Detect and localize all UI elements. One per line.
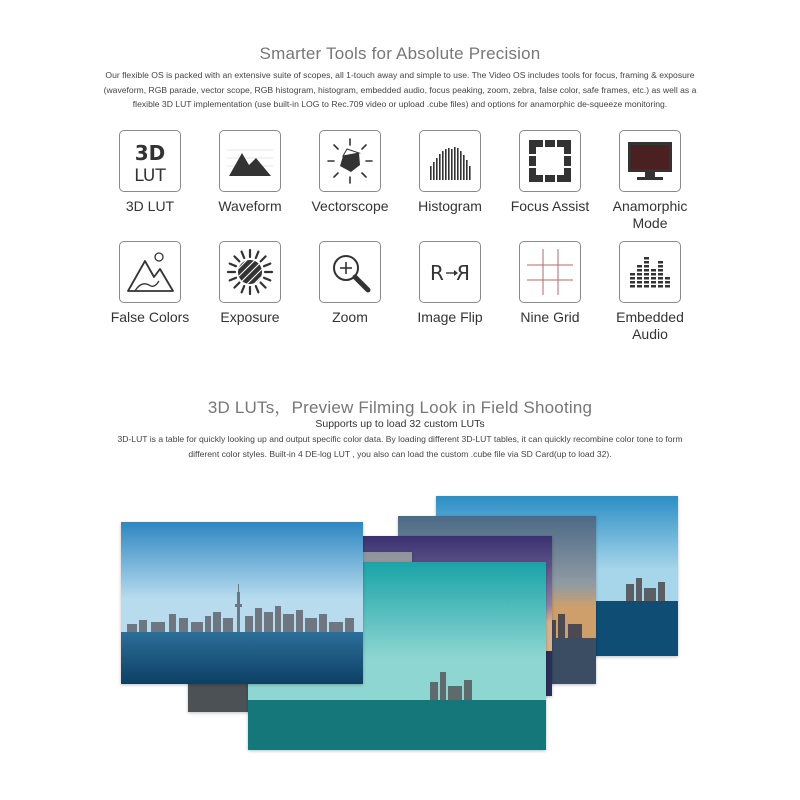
section-title-tools: Smarter Tools for Absolute Precision: [259, 44, 541, 63]
tools-description-line: flexible 3D LUT implementation (use built-in LOG to Rec.709 video or upload .cube files) and options for anamorphic de-squeeze monitoring.: [132, 99, 668, 109]
tool-nine-grid: [500, 241, 600, 326]
image-flip-icon: [425, 247, 475, 297]
tool-histogram: [400, 130, 500, 215]
tool-label: Vectorscope: [311, 198, 389, 214]
false-colors-icon: [125, 247, 175, 297]
vectorscope-icon: [325, 136, 375, 186]
tool-exposure: [200, 241, 300, 326]
embedded-audio-icon: [625, 247, 675, 297]
luts-subtitle: Supports up to load 32 custom LUTs: [315, 418, 485, 430]
focus-assist-icon: [525, 136, 575, 186]
luts-description: [70, 432, 730, 461]
nine-grid-icon: [525, 247, 575, 297]
luts-description-line: 3D-LUT is a table for quickly looking up and output specific color data. By loading different 3D-LUT tables, it can quickly recombine color tone to form: [117, 434, 683, 444]
tool-label: Exposure: [220, 309, 280, 325]
tool-label: Focus Assist: [510, 198, 590, 214]
tool-3d-lut: [100, 130, 200, 215]
luts-description-line: different color styles. Built-in 4 DE-log LUT , you also can load the custom .cube file via SD Card(up to load 32).: [188, 448, 612, 459]
tool-label: Image Flip: [417, 309, 483, 325]
3d-lut-icon: [125, 136, 175, 186]
waveform-icon: [225, 136, 275, 186]
tool-image-flip: [400, 241, 500, 326]
tool-3d-lut-box: [119, 130, 181, 192]
tool-waveform: [200, 130, 300, 215]
image-flip-icon-letter: R: [430, 261, 444, 285]
tools-description-line: Our flexible OS is packed with an extensive suite of scopes, all 1-touch away and simple to use. The Video OS includes tools for focus, framing & exposure: [105, 70, 695, 80]
exposure-icon: [225, 247, 275, 297]
image-flip-icon-letter-mirrored: R: [456, 261, 470, 285]
tool-label: Zoom: [332, 309, 368, 325]
tool-label: False Colors: [110, 309, 190, 325]
3d-lut-icon-text-bottom: LUT: [134, 166, 166, 186]
tool-anamorphic-mode: [600, 130, 700, 232]
tool-label: Histogram: [418, 198, 482, 214]
lut-preview-photo-original: [121, 522, 363, 684]
tool-label: Nine Grid: [520, 309, 580, 325]
tool-embedded-audio: [600, 241, 700, 343]
tool-label: Anamorphic Mode: [612, 198, 688, 231]
tool-zoom: [300, 241, 400, 326]
3d-lut-icon-text-top: 3D: [134, 141, 166, 165]
anamorphic-mode-icon: [625, 136, 675, 186]
zoom-icon: [325, 247, 375, 297]
section-title-luts: 3D LUTs，Preview Filming Look in Field Shooting: [207, 398, 593, 417]
tool-label: 3D LUT: [125, 198, 175, 214]
histogram-icon: [425, 136, 475, 186]
tool-focus-assist: [500, 130, 600, 215]
tool-label: Waveform: [218, 198, 282, 214]
tools-description-line: (waveform, RGB parade, vector scope, RGB histogram, histogram, embedded audio, focus peaking, zoom, zebra, false color, safe frames, etc.) as well as a: [103, 84, 697, 95]
tool-vectorscope: [300, 130, 400, 215]
tool-label: Embedded Audio: [616, 309, 684, 342]
tool-false-colors: [100, 241, 200, 326]
tools-description: [70, 68, 730, 112]
